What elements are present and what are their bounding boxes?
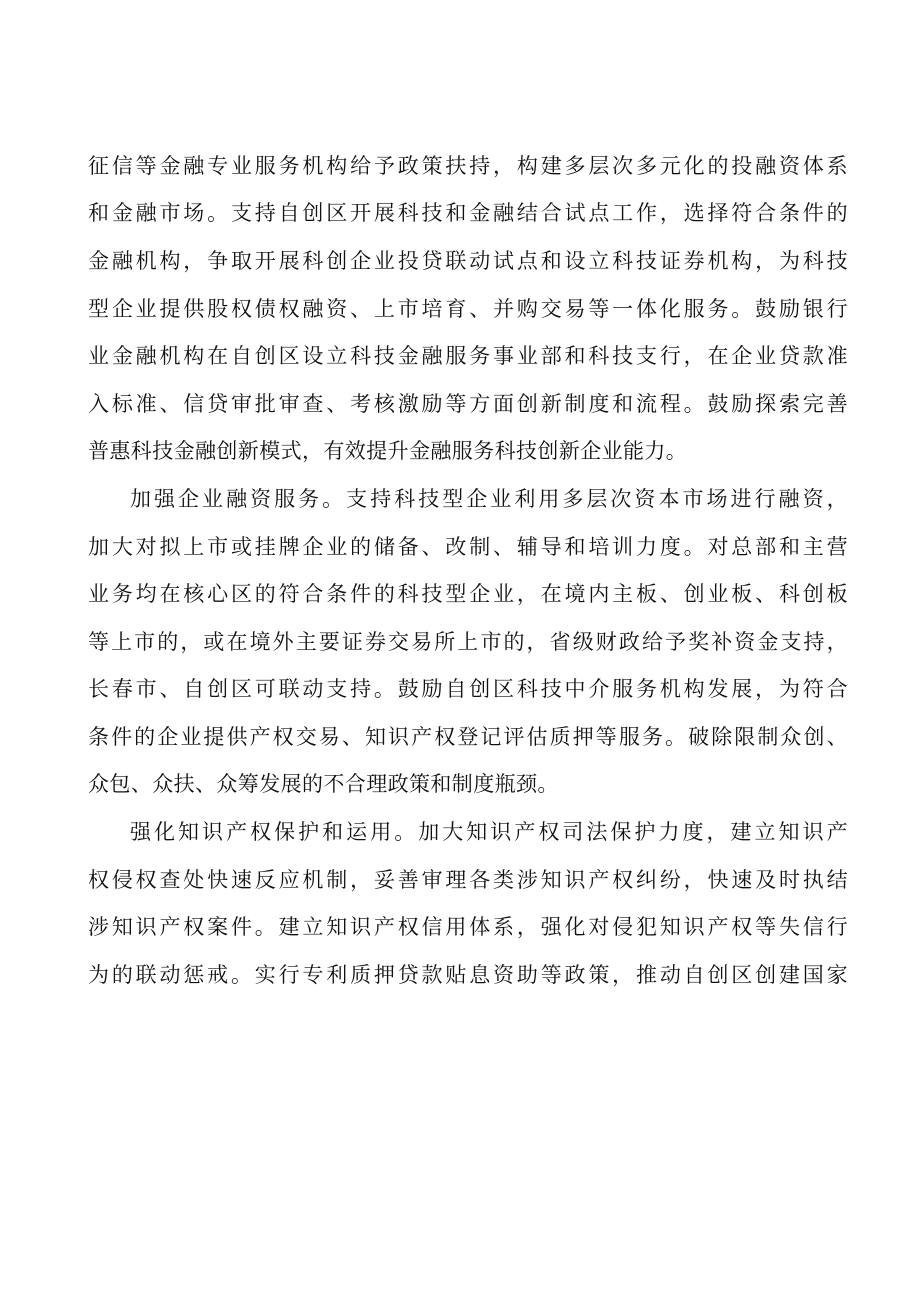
text-line: 入标准、信贷审批审查、考核激励等方面创新制度和流程。鼓励探索完善: [88, 392, 848, 416]
text-line: 长春市、自创区可联动支持。鼓励自创区科技中介服务机构发展，为符合: [88, 677, 848, 701]
paragraph-first-line: 加强企业融资服务。支持科技型企业利用多层次资本市场进行融资，: [130, 487, 848, 511]
paragraph-first-line: 强化知识产权保护和运用。加大知识产权司法保护力度，建立知识产: [130, 820, 848, 844]
text-line: 业务均在核心区的符合条件的科技型企业，在境内主板、创业板、科创板: [88, 582, 848, 606]
text-line: 普惠科技金融创新模式，有效提升金融服务科技创新企业能力。: [88, 439, 688, 463]
text-line: 权侵权查处快速反应机制，妥善审理各类涉知识产权纠纷，快速及时执结: [88, 868, 848, 892]
text-line: 和金融市场。支持自创区开展科技和金融结合试点工作，选择符合条件的: [88, 201, 848, 225]
text-line: 众包、众扶、众筹发展的不合理政策和制度瓶颈。: [88, 772, 559, 796]
text-line: 涉知识产权案件。建立知识产权信用体系，强化对侵犯知识产权等失信行: [88, 915, 848, 939]
text-line: 金融机构，争取开展科创企业投贷联动试点和设立科技证券机构，为科技: [88, 249, 848, 273]
text-line: 加大对拟上市或挂牌企业的储备、改制、辅导和培训力度。对总部和主营: [88, 535, 848, 559]
text-line: 等上市的，或在境外主要证券交易所上市的，省级财政给予奖补资金支持，: [88, 630, 848, 654]
text-line: 型企业提供股权债权融资、上市培育、并购交易等一体化服务。鼓励银行: [88, 297, 848, 321]
text-line: 条件的企业提供产权交易、知识产权登记评估质押等服务。破除限制众创、: [88, 725, 848, 749]
text-line: 业金融机构在自创区设立科技金融服务事业部和科技支行，在企业贷款准: [88, 344, 848, 368]
text-line: 征信等金融专业服务机构给予政策扶持，构建多层次多元化的投融资体系: [88, 154, 848, 178]
text-line: 为的联动惩戒。实行专利质押贷款贴息资助等政策，推动自创区创建国家: [88, 963, 848, 987]
